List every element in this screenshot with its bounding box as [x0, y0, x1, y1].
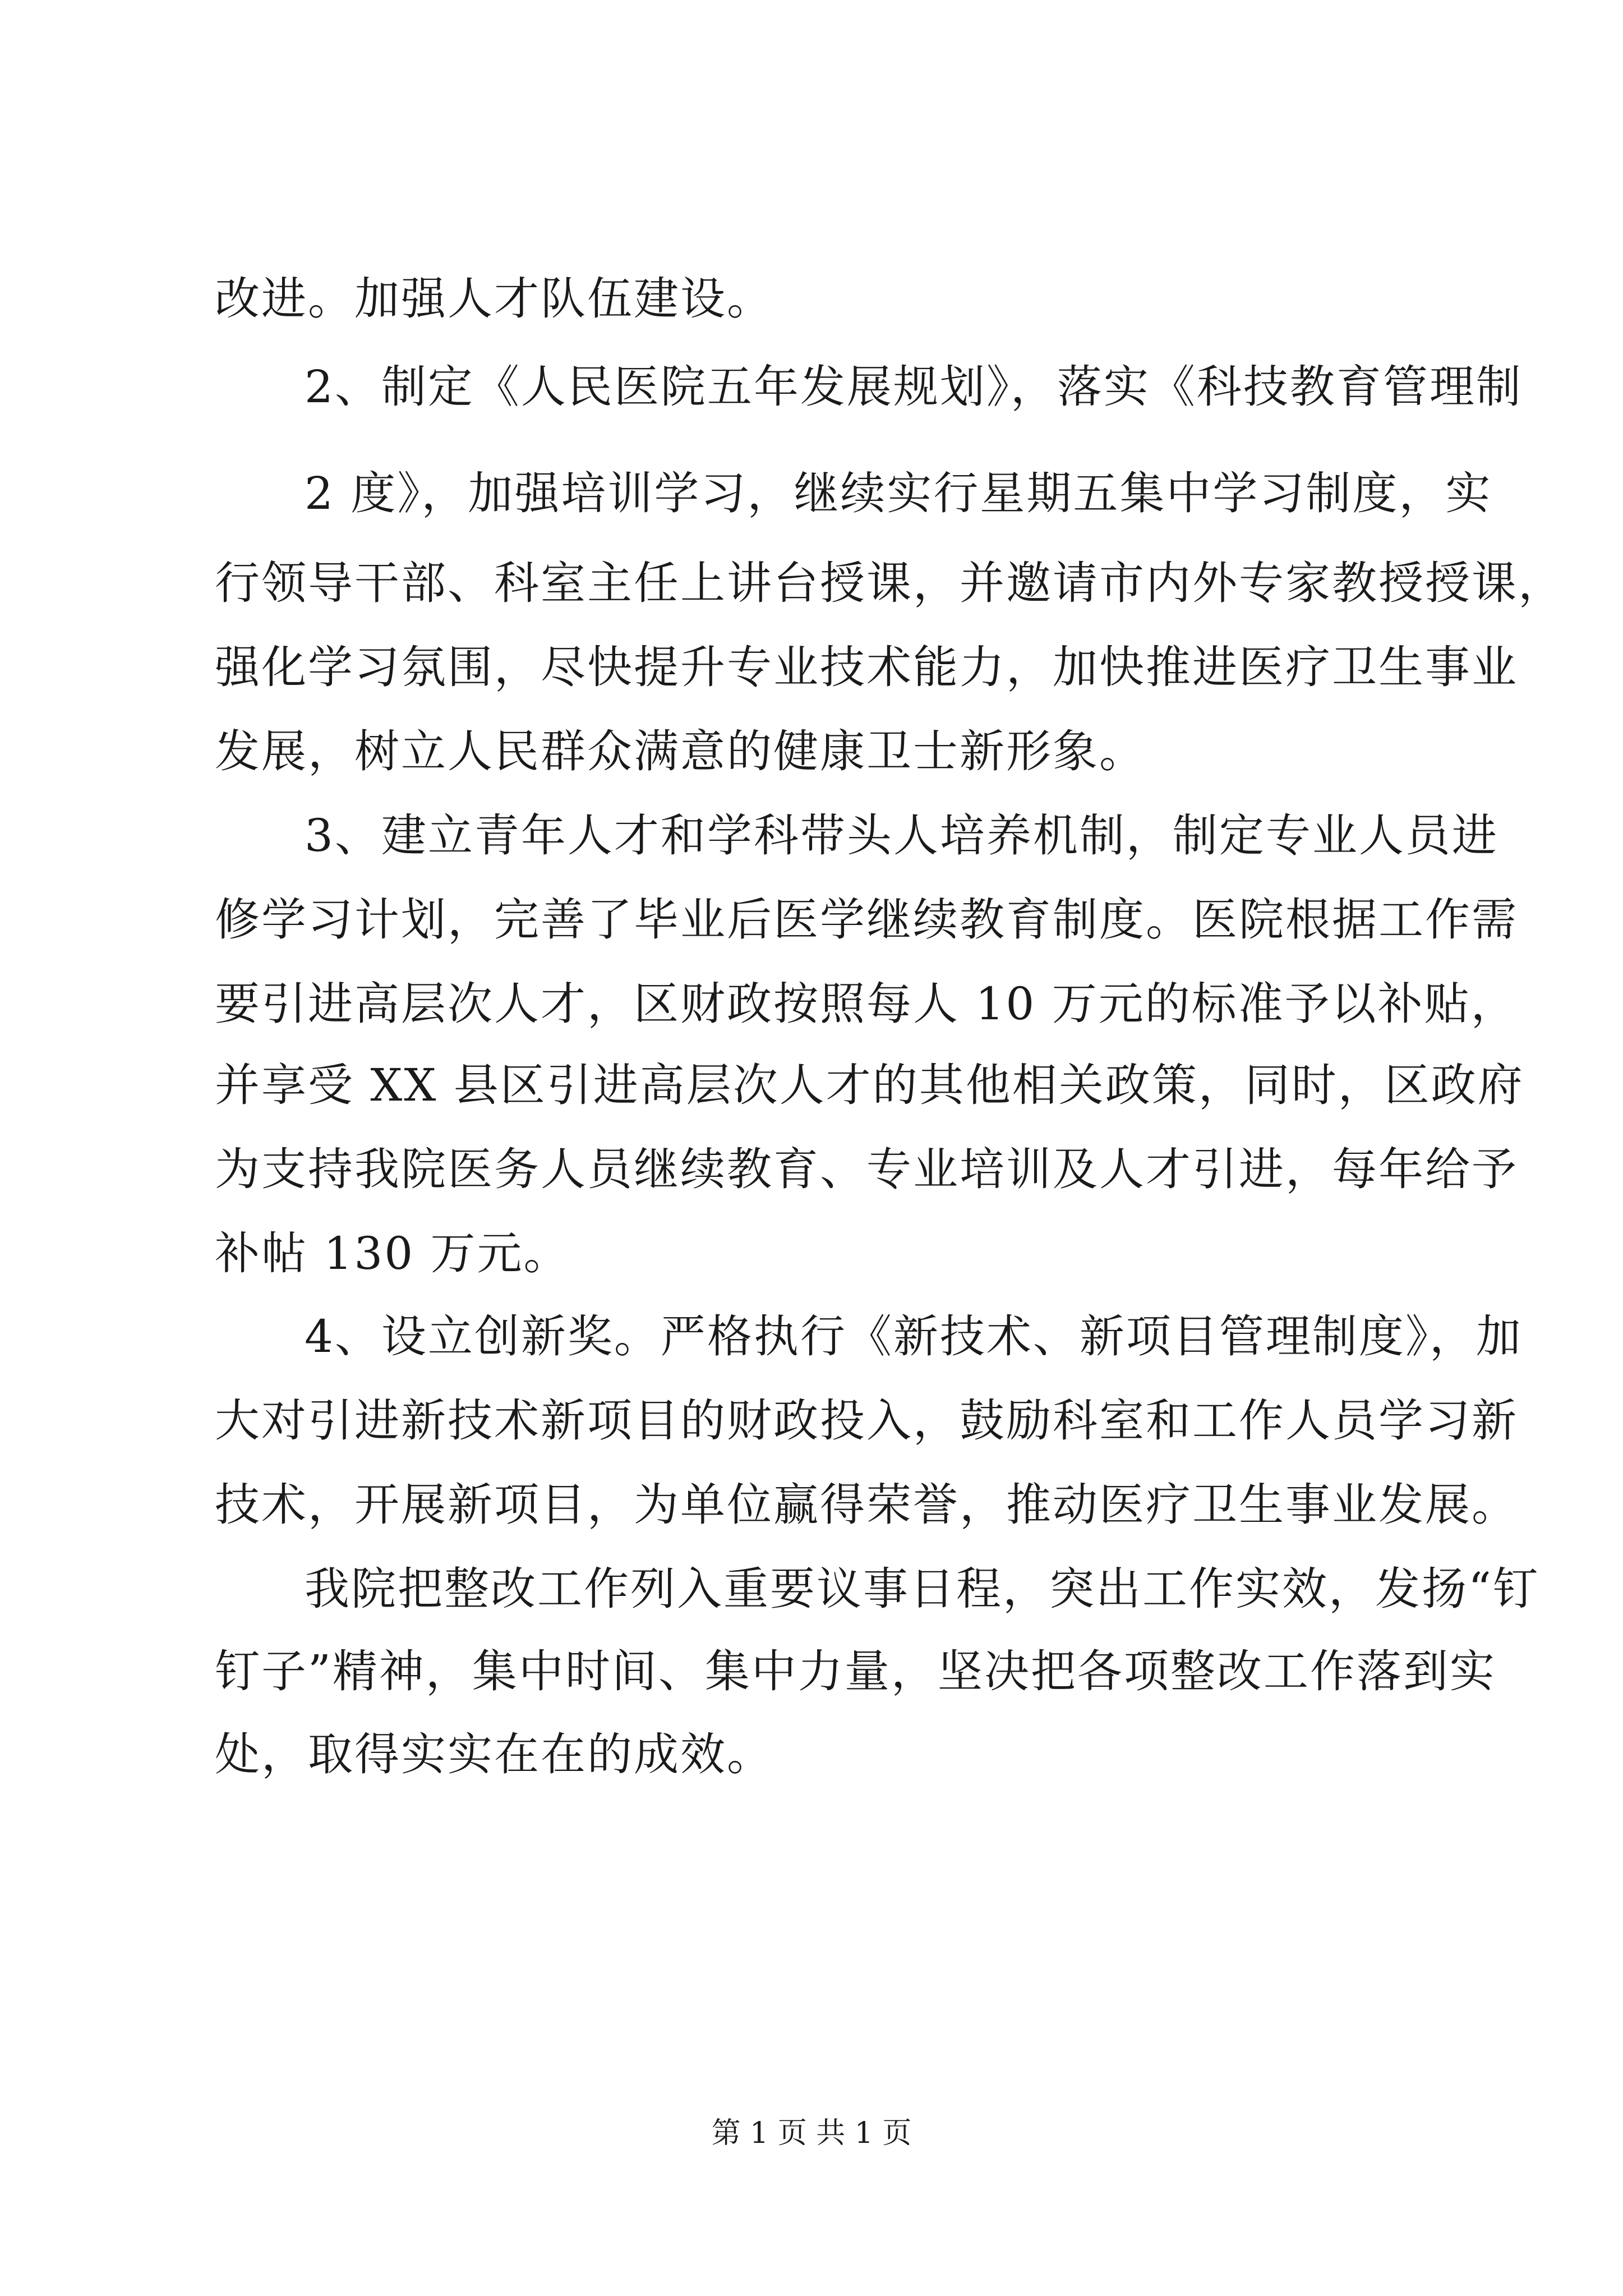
body-line: 要引进高层次人才，区财政按照每人 10 万元的标准予以补贴， [215, 978, 1518, 1030]
body-line: 3、建立青年人才和学科带头人培养机制，制定专业人员进 [305, 809, 1498, 862]
body-line: 2 度》，加强培训学习，继续实行星期五集中学习制度，实 [305, 467, 1492, 519]
body-line: 强化学习氛围，尽快提升专业技术能力，加快推进医疗卫生事业 [215, 641, 1518, 693]
body-line: 为支持我院医务人员继续教育、专业培训及人才引进，每年给予 [215, 1143, 1518, 1195]
body-line: 处，取得实实在在的成效。 [215, 1728, 773, 1780]
body-line: 行领导干部、科室主任上讲台授课，并邀请市内外专家教授授课， [215, 557, 1565, 609]
body-line: 发展，树立人民群众满意的健康卫士新形象。 [215, 725, 1146, 777]
body-line: 钉子”精神，集中时间、集中力量，坚决把各项整改工作落到实 [215, 1645, 1496, 1697]
body-line: 我院把整改工作列入重要议事日程，突出工作实效，发扬“钉 [305, 1563, 1539, 1615]
body-line: 修学习计划，完善了毕业后医学继续教育制度。医院根据工作需 [215, 894, 1518, 946]
body-line: 2、制定《人民医院五年发展规划》，落实《科技教育管理制 [305, 361, 1523, 413]
body-line: 大对引进新技术新项目的财政投入，鼓励科室和工作人员学习新 [215, 1395, 1518, 1447]
page-number-footer: 第 1 页 共 1 页 [711, 2116, 912, 2150]
body-line: 4、设立创新奖。严格执行《新技术、新项目管理制度》，加 [305, 1310, 1523, 1363]
body-line: 改进。加强人才队伍建设。 [215, 273, 773, 325]
body-line: 补帖 130 万元。 [215, 1227, 570, 1280]
body-line: 技术，开展新项目，为单位赢得荣誉，推动医疗卫生事业发展。 [215, 1479, 1518, 1531]
body-line: 并享受 XX 县区引进高层次人才的其他相关政策，同时，区政府 [215, 1059, 1524, 1111]
